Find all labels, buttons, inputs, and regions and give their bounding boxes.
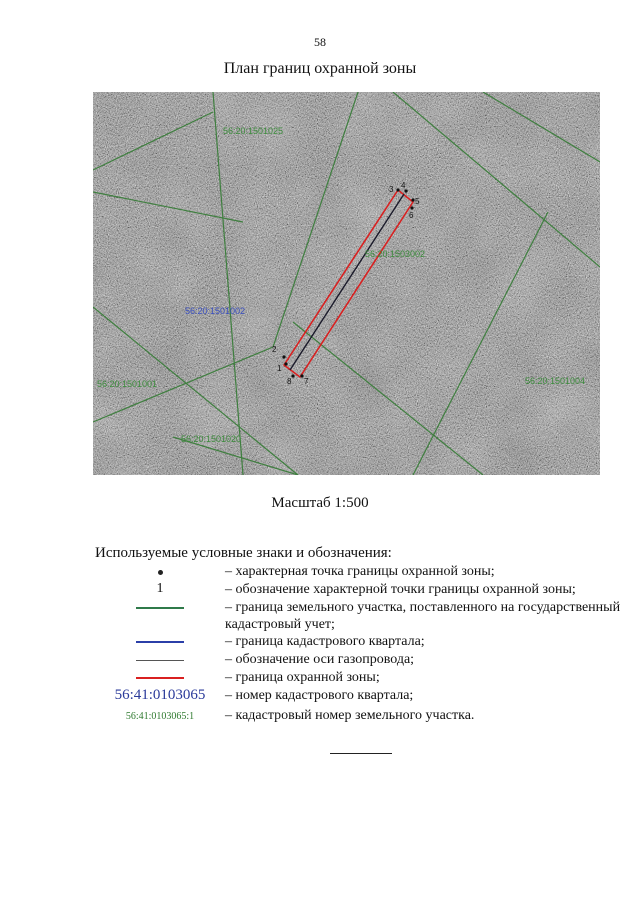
legend-item [95,651,625,669]
legend [95,563,625,725]
page-title: План границ охранной зоны [223,60,417,77]
characteristic-point [284,362,287,365]
legend-text: – номер кадастрового квартала; [225,688,414,703]
point-label: 1 [277,364,282,373]
legend-item [95,563,625,581]
legend-item [95,633,625,651]
quarter-boundary-symbol-icon [136,641,184,643]
pipeline-axis-symbol-icon [136,660,184,661]
legend-text: – граница кадастрового квартала; [225,634,425,649]
legend-item [95,599,625,633]
legend-text: – кадастровый номер земельного участка. [225,708,475,723]
characteristic-point [291,374,294,377]
legend-text: – обозначение характерной точки границы охранной зоны; [225,582,576,597]
point-label: 6 [409,211,414,220]
legend-text: – граница земельного участка, поставленного на государственный кадастровый учет; [225,600,621,632]
parcel-number-label: 56:20:1503002 [365,249,426,259]
legend-item [95,687,625,707]
point-label: 7 [304,377,309,386]
parcel-boundary-symbol-icon [136,607,184,609]
legend-item [95,669,625,687]
end-rule [330,753,392,754]
parcel-number-label: 56:20:1501025 [223,126,284,136]
legend-title: Используемые условные знаки и обозначения: [95,545,392,561]
parcel-number-label: 56:20:1501004 [525,376,586,386]
legend-text: – граница охранной зоны; [225,670,380,685]
legend-item [95,707,625,725]
point-label: 2 [272,345,277,354]
page-number: 58 [314,35,326,49]
characteristic-point [282,355,285,358]
map-canvas [93,92,600,475]
quarter-number-label: 56:20:1501002 [185,306,246,316]
characteristic-point [410,206,413,209]
map-scale: Масштаб 1:500 [271,495,369,511]
legend-symbol-text: 56:41:0103065 [114,687,206,703]
characteristic-point [396,188,399,191]
point-label: 4 [401,181,406,190]
boundary-map [93,92,600,475]
legend-symbol-text: 56:41:0103065:1 [125,710,195,722]
parcel-number-label: 56:20:1501020 [181,434,242,444]
point-label: 8 [287,377,292,386]
legend-text: – характерная точка границы охранной зоны; [225,564,495,579]
zone-boundary-symbol-icon [136,677,184,679]
parcel-number-label: 56:20:1501001 [97,379,158,389]
point-symbol-icon [158,570,163,575]
legend-text: – обозначение оси газопровода; [225,652,415,667]
point-label: 3 [389,185,394,194]
legend-item [95,581,625,599]
legend-symbol-text: 1 [156,581,164,596]
point-label: 5 [415,197,420,206]
